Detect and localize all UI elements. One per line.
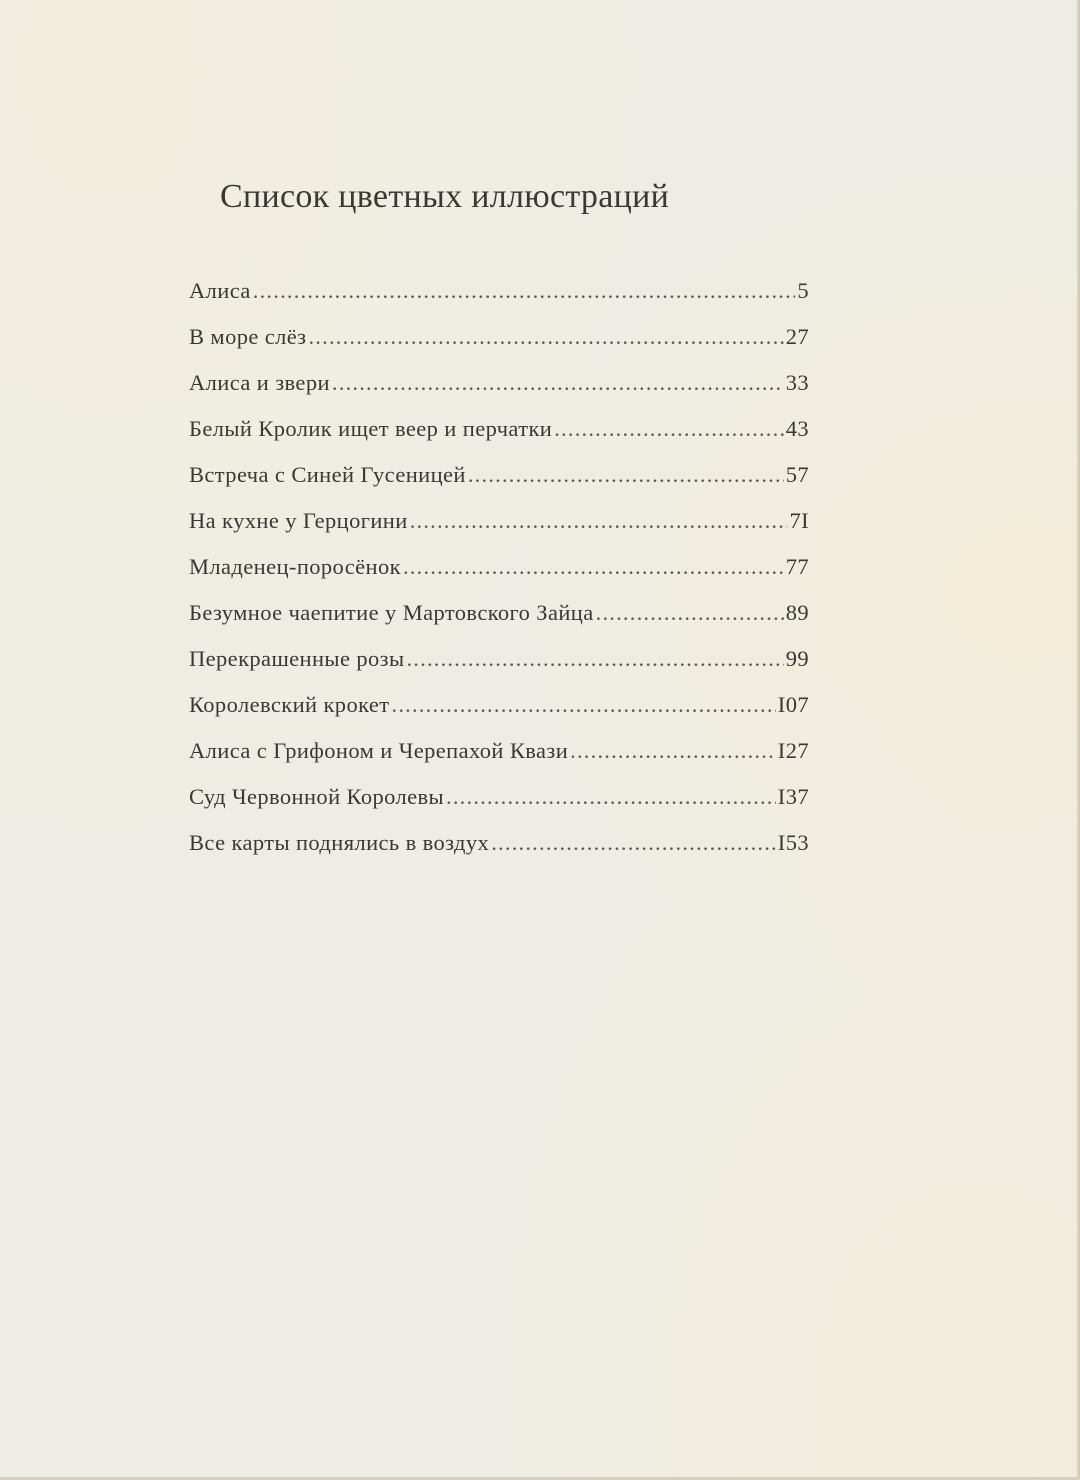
dot-leader	[554, 416, 783, 442]
toc-entry-page: 5	[797, 278, 809, 303]
dot-leader	[308, 324, 783, 350]
toc-entry-title: Алиса и звери	[189, 370, 330, 395]
toc-entry-page: I07	[777, 692, 809, 717]
toc-entry	[189, 738, 809, 784]
toc-entry	[189, 646, 809, 692]
toc-entry-page: 99	[785, 646, 809, 671]
toc-entry-title: Алиса с Грифоном и Черепахой Квази	[189, 738, 569, 763]
toc-entry	[189, 692, 809, 738]
toc-entry-page: I37	[777, 784, 809, 809]
toc-entry-page: 27	[785, 324, 809, 349]
toc-entry-page: 57	[785, 462, 809, 487]
toc-entry	[189, 370, 809, 416]
toc-entry	[189, 324, 809, 370]
dot-leader	[596, 600, 784, 626]
toc-entry-title: В море слёз	[189, 324, 307, 349]
toc-entry-title: Суд Червонной Королевы	[189, 784, 445, 809]
dot-leader	[253, 278, 796, 304]
toc-entry-title: Все карты поднялись в воздух	[189, 830, 490, 855]
dot-leader	[570, 738, 776, 764]
toc-entry	[189, 554, 809, 600]
toc-entry	[189, 416, 809, 462]
toc-entry	[189, 600, 809, 646]
toc-entry-page: 89	[785, 600, 809, 625]
dot-leader	[406, 646, 783, 672]
toc-entry-title: Белый Кролик ищет веер и перчатки	[189, 416, 553, 441]
dot-leader	[491, 830, 776, 856]
toc-entry-title: Младенец-поросёнок	[189, 554, 401, 579]
illustrations-list	[189, 278, 809, 876]
toc-entry-title: Безумное чаепитие у Мартовского Зайца	[189, 600, 594, 625]
toc-entry	[189, 462, 809, 508]
toc-entry-title: На кухне у Герцогини	[189, 508, 408, 533]
dot-leader	[446, 784, 776, 810]
toc-entry-page: 7I	[789, 508, 809, 533]
toc-entry	[189, 508, 809, 554]
toc-entry	[189, 830, 809, 876]
toc-entry-title: Алиса	[189, 278, 251, 303]
dot-leader	[468, 462, 784, 488]
toc-entry-page: 77	[785, 554, 809, 579]
toc-entry	[189, 278, 809, 324]
dot-leader	[403, 554, 784, 580]
dot-leader	[332, 370, 784, 396]
toc-entry-title: Встреча с Синей Гусеницей	[189, 462, 466, 487]
toc-entry-page: I27	[777, 738, 809, 763]
toc-entry-page: I53	[777, 830, 809, 855]
toc-entry-page: 33	[785, 370, 809, 395]
toc-entry-title: Перекрашенные розы	[189, 646, 405, 671]
page-title: Список цветных иллюстраций	[220, 178, 670, 215]
dot-leader	[392, 692, 776, 718]
dot-leader	[410, 508, 788, 534]
toc-entry	[189, 784, 809, 830]
toc-entry-page: 43	[785, 416, 809, 441]
toc-entry-title: Королевский крокет	[189, 692, 390, 717]
